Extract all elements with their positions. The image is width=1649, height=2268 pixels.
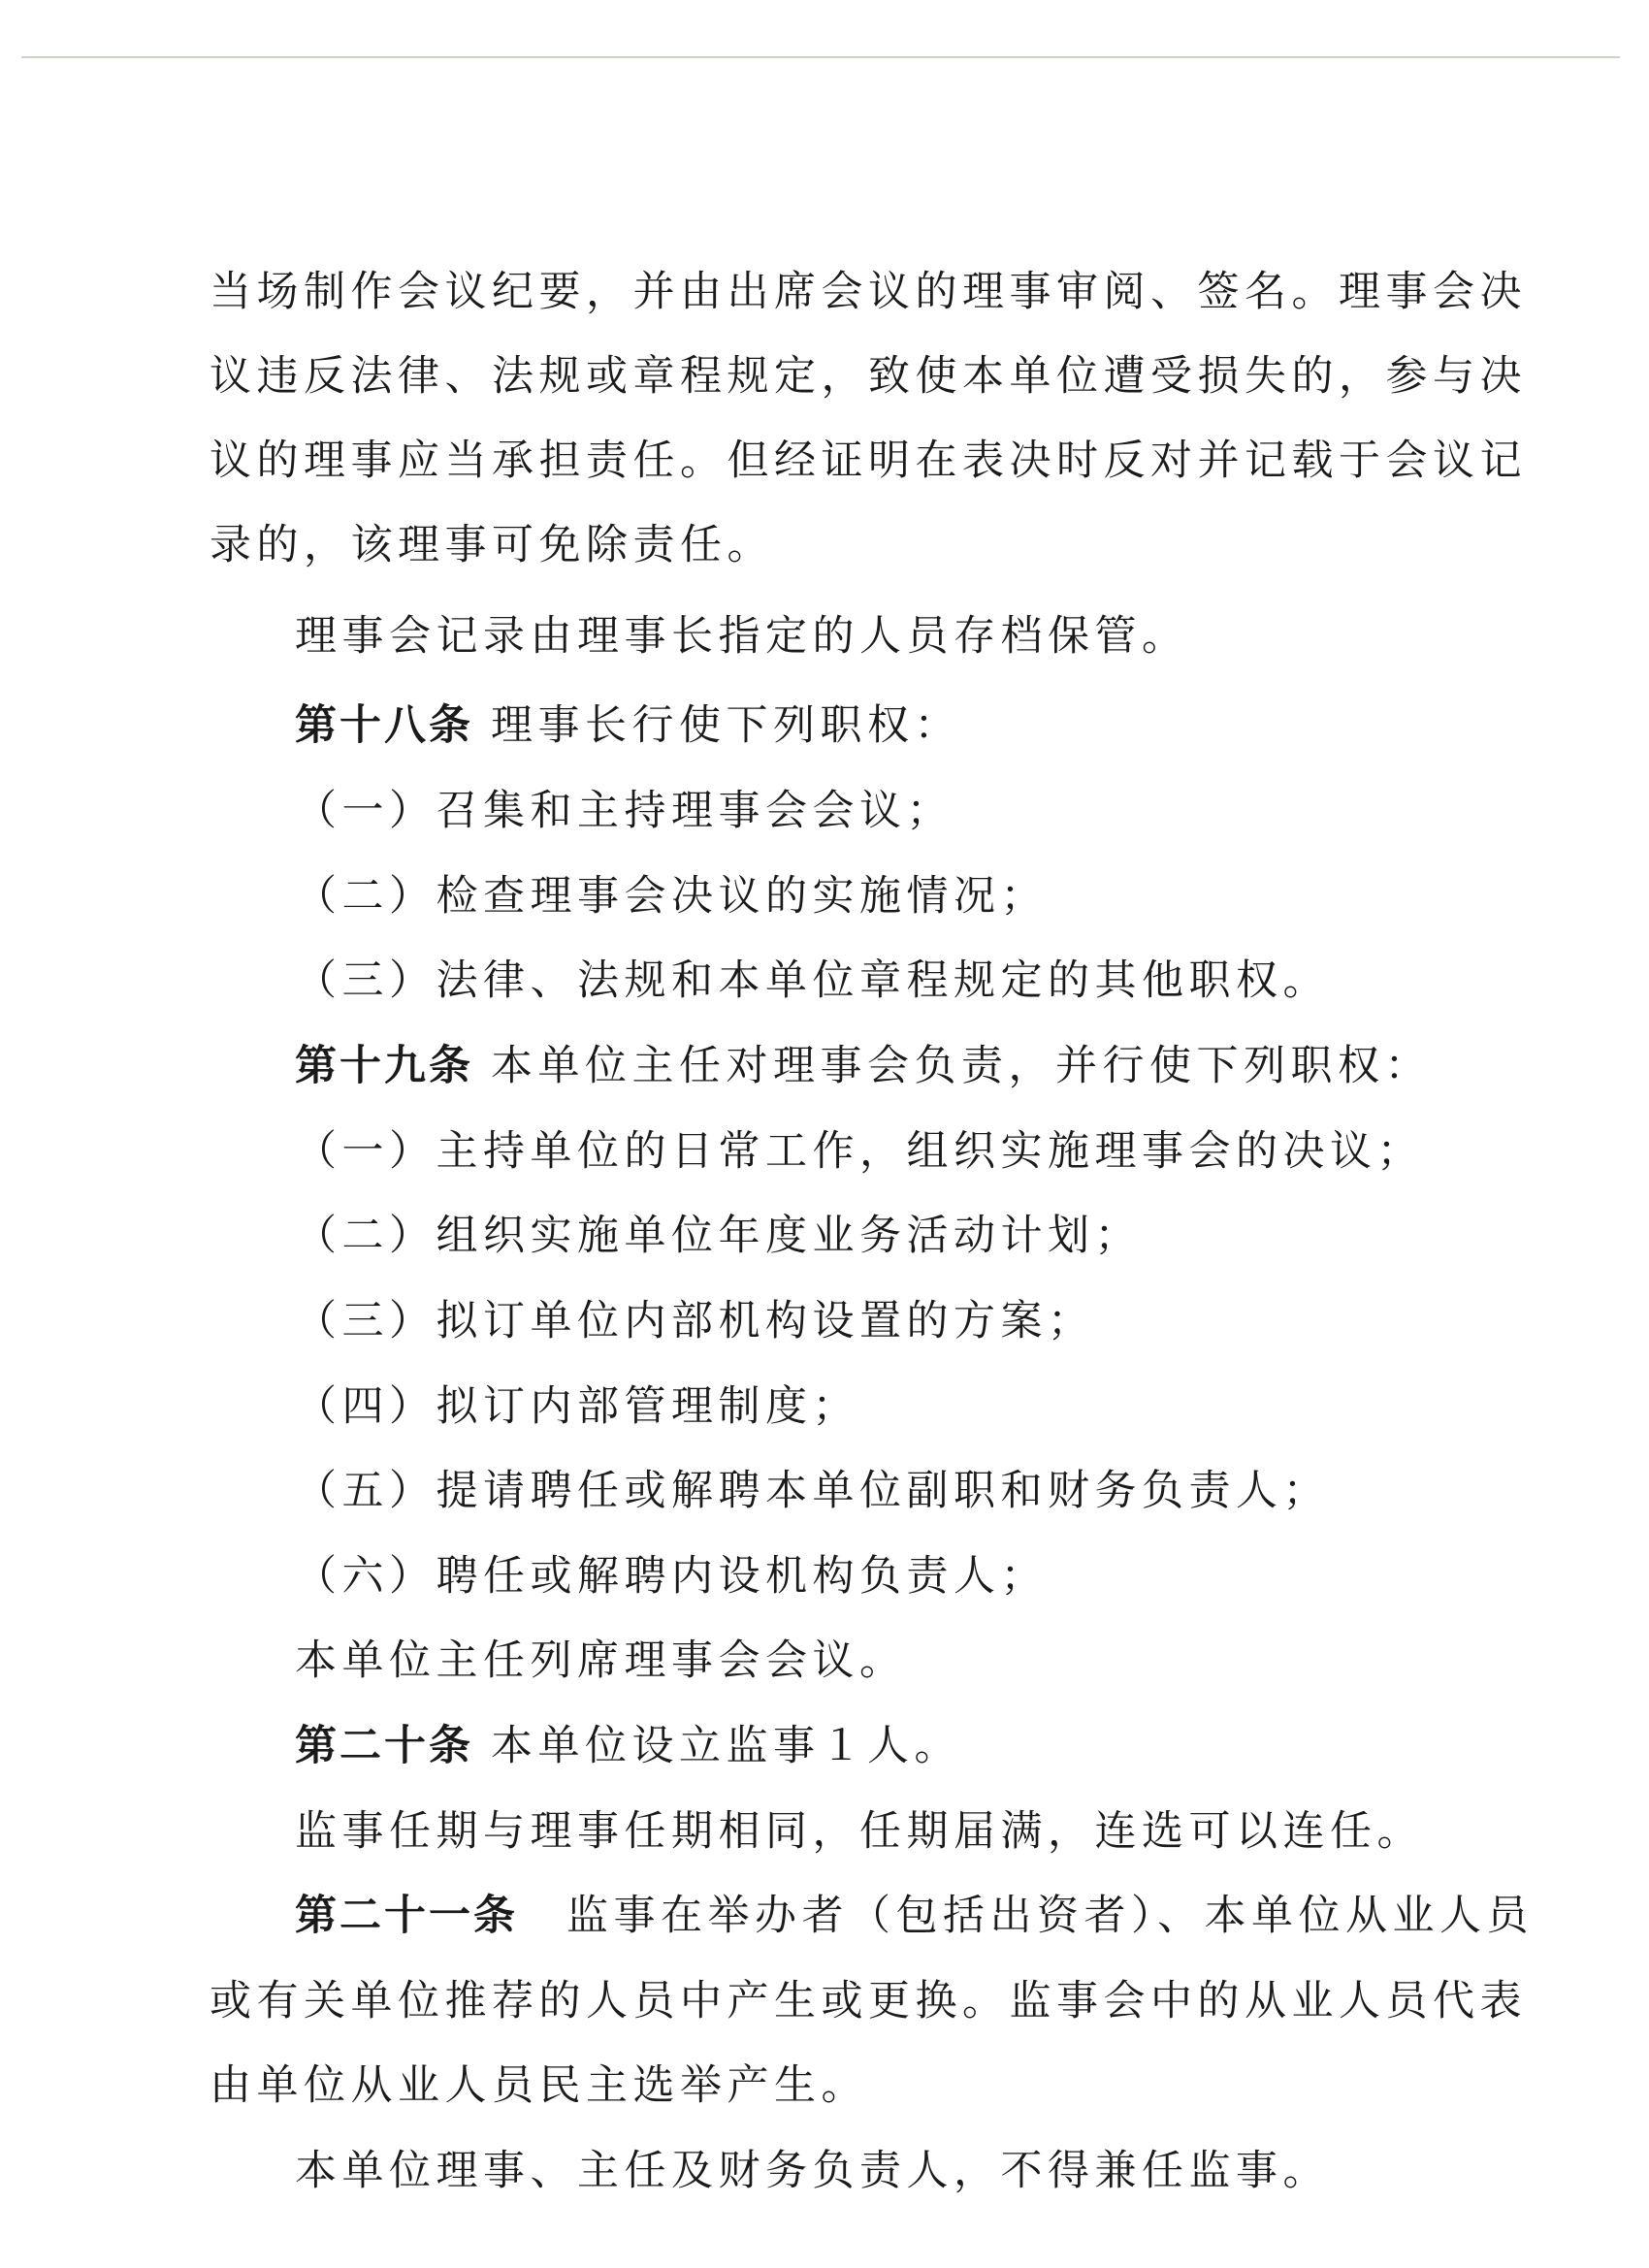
list-item: （二）组织实施单位年度业务活动计划； (295, 1212, 1142, 1260)
list-item: （二）检查理事会决议的实施情况； (295, 872, 1048, 921)
article-heading: 第十九条 (295, 1042, 473, 1090)
paragraph-line: 当场制作会议纪要，并由出席会议的理事审阅、签名。理事会决 (210, 268, 1527, 316)
list-item: （六）聘任或解聘内设机构负责人； (295, 1552, 1048, 1601)
paragraph-line: 由单位从业人员民主选举产生。 (210, 2061, 868, 2110)
paragraph-line: 录的，该理事可免除责任。 (210, 521, 774, 569)
article-20 (295, 1717, 961, 1775)
list-item: （一）召集和主持理事会会议； (295, 787, 954, 835)
article-text: 理事长行使下列职权： (491, 701, 961, 750)
article-18 (295, 697, 961, 755)
paragraph-line: 本单位主任列席理事会会议。 (295, 1636, 907, 1685)
article-heading: 第二十一条 (295, 1892, 518, 1940)
article-text: 监事在举办者（包括出资者）、本单位从业人员 (566, 1892, 1534, 1940)
article-text: 本单位设立监事１人。 (491, 1722, 961, 1770)
paragraph-line: 议的理事应当承担责任。但经证明在表决时反对并记载于会议记 (210, 437, 1527, 485)
list-item: （一）主持单位的日常工作，组织实施理事会的决议； (295, 1127, 1424, 1176)
article-text: 本单位主任对理事会负责，并行使下列职权： (491, 1042, 1432, 1090)
article-heading: 第二十条 (295, 1722, 473, 1770)
list-item: （三）拟订单位内部机构设置的方案； (295, 1297, 1095, 1345)
paragraph-line: 监事任期与理事任期相同，任期届满，连选可以连任。 (295, 1807, 1424, 1856)
paragraph-line: 理事会记录由理事长指定的人员存档保管。 (295, 612, 1189, 661)
article-heading: 第十八条 (295, 701, 473, 750)
list-item: （五）提请聘任或解聘本单位副职和财务负责人； (295, 1467, 1330, 1515)
top-border-line (21, 56, 1620, 58)
list-item: （四）拟订内部管理制度； (295, 1382, 859, 1431)
paragraph-line: 本单位理事、主任及财务负责人，不得兼任监事。 (295, 2147, 1330, 2195)
list-item: （三）法律、法规和本单位章程规定的其他职权。 (295, 956, 1330, 1005)
paragraph-line: 或有关单位推荐的人员中产生或更换。监事会中的从业人员代表 (210, 1977, 1527, 2025)
paragraph-line: 议违反法律、法规或章程规定，致使本单位遭受损失的，参与决 (210, 352, 1527, 401)
article-19 (295, 1037, 1432, 1095)
article-21 (295, 1887, 1534, 1945)
